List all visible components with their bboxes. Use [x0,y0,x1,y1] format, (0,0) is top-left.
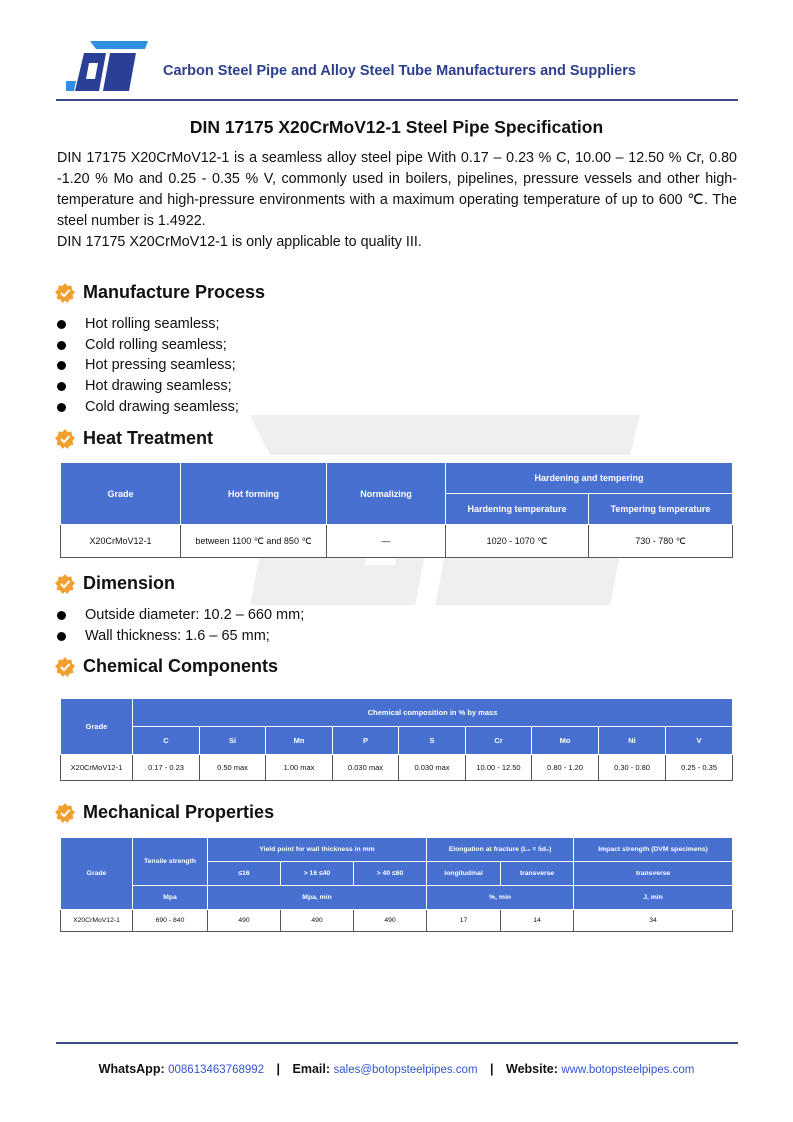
list-item [57,605,304,626]
header-divider [56,99,738,101]
section-heading-chemical [55,656,278,677]
column-group-header: Hardening and tempering [446,463,733,494]
column-header: P [333,727,399,755]
table-cell: 10.00 - 12.50 [466,755,532,781]
company-tagline: Carbon Steel Pipe and Alloy Steel Tube Manufacturers and Suppliers [163,63,636,79]
column-header: Ni [599,727,666,755]
column-header: Mn [266,727,333,755]
table-cell: 490 [208,910,281,932]
bullet-dot-icon [57,632,66,641]
intro-paragraph: DIN 17175 X20CrMoV12-1 is a seamless alloy steel pipe With 0.17 – 0.23 % C, 10.00 – 12.50 % Cr, 0.80 -1.20 % Mo and 0.25 - 0.35 % V, commonly used in boilers, pipelines, pressure vessels and other high-temperature and high-pressure environments with a maximum operating temperature of up to 600 ℃. The steel number is 1.4922. [57,150,737,229]
table-cell: X20CrMoV12-1 [61,755,133,781]
column-header: Tempering temperature [589,494,733,525]
column-header: Si [200,727,266,755]
column-header: C [133,727,200,755]
manufacture-list [57,314,239,418]
column-header: ≤16 [208,862,281,886]
bullet-dot-icon [57,403,66,412]
bullet-dot-icon [57,341,66,350]
table-row [61,910,733,932]
page-header [56,38,737,102]
list-item [57,335,239,356]
table-cell: 0.17 - 0.23 [133,755,200,781]
table-cell: 490 [281,910,354,932]
column-header: Hardening temperature [446,494,589,525]
intro-paragraph: DIN 17175 X20CrMoV12-1 is only applicable to quality III. [57,234,422,250]
table-cell: 1020 - 1070 ℃ [446,525,589,558]
column-header: V [666,727,733,755]
bullet-dot-icon [57,382,66,391]
column-header: Cr [466,727,532,755]
whatsapp-label: WhatsApp: [98,1062,165,1076]
table-cell: 0.80 - 1.20 [532,755,599,781]
section-heading-manufacture [55,282,265,303]
table-cell: 0.030 max [399,755,466,781]
intro-text [57,148,737,253]
section-title: Chemical Components [83,656,279,676]
table-cell: X20CrMoV12-1 [61,525,181,558]
column-header: Mo [532,727,599,755]
list-item-text: Outside diameter: 10.2 – 660 mm; [85,607,305,623]
column-header: Grade [61,463,181,525]
section-heading-mechanical [55,802,274,823]
table-row [61,755,733,781]
bullet-dot-icon [57,320,66,329]
list-item-text: Cold rolling seamless; [85,336,227,353]
table-cell: 0.30 - 0.80 [599,755,666,781]
page-footer [0,1062,793,1076]
table-cell: — [327,525,446,558]
bullet-dot-icon [57,611,66,620]
section-heading-dimension [55,573,175,594]
list-item-text: Wall thickness: 1.6 – 65 mm; [85,627,270,644]
table-cell: 14 [501,910,574,932]
list-item-text: Cold drawing seamless; [85,398,239,415]
dimension-list [57,605,304,646]
footer-separator: | [490,1062,494,1076]
list-item [57,314,239,335]
column-group-header: Chemical composition in % by mass [133,699,733,727]
section-title: Manufacture Process [83,282,266,302]
section-title: Heat Treatment [83,428,214,448]
bullet-dot-icon [57,361,66,370]
unit-header: Mpa [133,886,208,910]
list-item [57,376,239,397]
column-header: Grade [61,699,133,755]
column-header: Tensile strength [133,838,208,886]
table-cell: 0.25 - 0.35 [666,755,733,781]
list-item-text: Hot rolling seamless; [85,316,220,332]
column-header: Hot forming [181,463,327,525]
table-cell: between 1100 ℃ and 850 ℃ [181,525,327,558]
column-group-header: Impact strength (DVM specimens) [574,838,733,862]
page-title: DIN 17175 X20CrMoV12-1 Steel Pipe Specification [189,117,604,137]
column-header: transverse [574,862,733,886]
website-link[interactable]: www.botopsteelpipes.com [561,1064,695,1076]
section-title: Mechanical Properties [83,802,275,822]
table-cell: 1.00 max [266,755,333,781]
whatsapp-number[interactable]: 008613463768992 [168,1064,265,1076]
mechanical-properties-table [60,837,733,932]
section-heading-heat-treatment [55,428,213,449]
checkmark-badge-icon [55,283,75,303]
list-item-text: Hot drawing seamless; [85,378,232,395]
unit-header: %, min [427,886,574,910]
list-item [57,626,304,647]
column-header: > 16 ≤40 [281,862,354,886]
footer-separator: | [276,1062,281,1076]
column-header: S [399,727,466,755]
unit-header: J, min [574,886,733,910]
column-header: > 40 ≤60 [354,862,427,886]
table-cell: X20CrMoV12-1 [61,910,133,932]
table-cell: 730 - 780 ℃ [589,525,733,558]
footer-divider [56,1042,738,1044]
column-header: longitudinal [427,862,501,886]
checkmark-badge-icon [55,657,75,677]
column-header: transverse [501,862,574,886]
table-cell: 690 - 840 [133,910,208,932]
section-title: Dimension [83,573,176,593]
table-cell: 34 [574,910,733,932]
column-group-header: Elongation at fracture (L₀ = 5d₀) [427,838,574,862]
table-row [61,525,733,558]
list-item-text: Hot pressing seamless; [85,357,236,374]
website-label: Website: [506,1062,558,1076]
table-cell: 490 [354,910,427,932]
unit-header: Mpa, min [208,886,427,910]
company-logo [66,41,148,93]
table-cell: 0.030 max [333,755,399,781]
email-label: Email: [292,1062,331,1076]
checkmark-badge-icon [55,429,75,449]
chemical-composition-table [60,698,733,781]
table-cell: 0.50 max [200,755,266,781]
column-group-header: Yield point for wall thickness in mm [208,838,427,862]
checkmark-badge-icon [55,803,75,823]
column-header: Grade [61,838,133,910]
email-link[interactable]: sales@botopsteelpipes.com [333,1064,478,1076]
column-header: Normalizing [327,463,446,525]
table-cell: 17 [427,910,501,932]
heat-treatment-table [60,462,733,558]
checkmark-badge-icon [55,574,75,594]
list-item [57,397,239,418]
list-item [57,355,239,376]
